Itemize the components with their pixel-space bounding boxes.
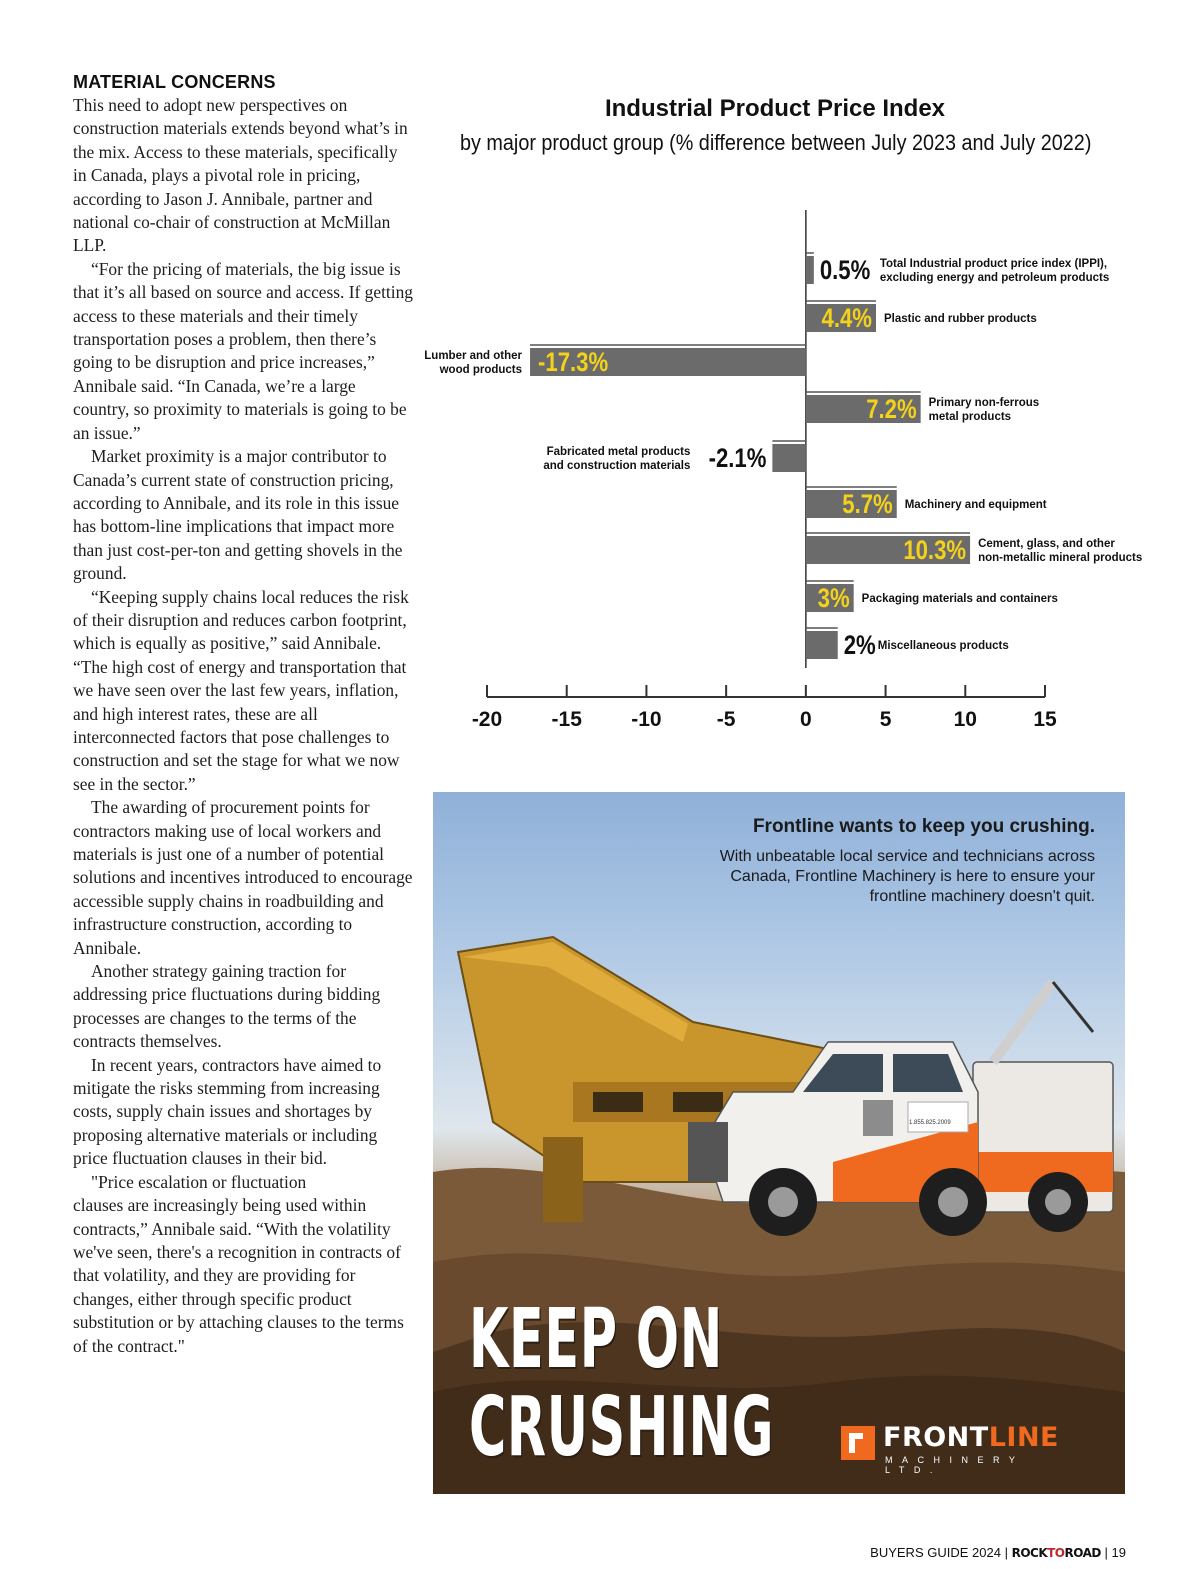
bar-category-label: Miscellaneous products <box>877 640 1009 652</box>
bar-value-label: 5.7% <box>842 490 893 520</box>
article-paragraph: “Keeping supply chains local reduces the risk of their disruption and reduces carbon footprint, which is equally as positive,” said Annibale. “The high cost of energy and transportation that we have seen over the last few years, inflation, and high interest rates, these are all interconnected factors that pose challenges to construction and set the stage for what we now see in the sector.” <box>73 586 409 794</box>
bar-value-label: 2% <box>843 631 876 661</box>
bar-value-label: 7.2% <box>866 395 917 425</box>
bar-category-label: Packaging materials and containers <box>861 593 1058 605</box>
chart-subtitle: by major product group (% difference between July 2023 and July 2022) <box>460 130 1092 155</box>
article-paragraph: Another strategy gaining traction for addressing price fluctuations during bidding processes are changes to the terms of the contracts themselves. <box>73 961 381 1052</box>
ad-body-text: With unbeatable local service and technicians across Canada, Frontline Machinery is here to ensure your frontline machinery doesn't quit. <box>719 848 1095 905</box>
bar-category-label: Machinery and equipment <box>904 499 1047 511</box>
frontline-logo-mark-icon <box>841 1426 875 1460</box>
bar <box>772 444 805 472</box>
article-paragraph: "Price escalation or fluctuation <box>91 1171 307 1192</box>
chart-title: Industrial Product Price Index <box>604 95 946 122</box>
article-paragraph: “For the pricing of materials, the big issue is that it’s all based on source and access. If getting access to these materials and their timely transportation poses a problem, then there’s going to be disruption and price increases,” Annibale said. “In Canada, we’re a large country, so proximity to materials is going to be an issue.” <box>73 258 413 443</box>
bar-category-label: excluding energy and petroleum products <box>879 272 1110 284</box>
article-paragraph: This need to adopt new perspectives on construction materials extends beyond what’s in the mix. Access to these materials, specifically in Canada, plays a pivotal role in pricing, according to Jason J. Annibale, partner and national co-chair of construction at McMillan LLP. <box>73 95 408 256</box>
x-axis-tick-label: -15 <box>551 708 582 731</box>
bar <box>806 256 814 284</box>
bar-value-label: -2.1% <box>708 444 767 474</box>
bar-category-label: Cement, glass, and other <box>978 538 1115 550</box>
bar-value-label: 10.3% <box>903 536 967 566</box>
magazine-name <box>1012 1546 1101 1560</box>
ad-headline: Frontline wants to keep you crushing. <box>752 816 1095 837</box>
magazine-name-part3: ROAD <box>1064 1546 1101 1560</box>
bar-category-label: Primary non-ferrous <box>928 397 1040 409</box>
x-axis-tick-label: 15 <box>1033 708 1057 731</box>
price-index-chart <box>0 0 1200 760</box>
article-heading: MATERIAL CONCERNS <box>73 72 276 92</box>
page-number: 19 <box>1111 1545 1126 1560</box>
x-axis-tick-label: 5 <box>879 708 892 731</box>
x-axis-tick-label: -20 <box>471 708 503 731</box>
x-axis-tick-label: 0 <box>800 708 812 731</box>
x-axis-tick-label: -10 <box>631 708 662 731</box>
bar-category-label: Plastic and rubber products <box>884 313 1037 325</box>
bar-value-label: 0.5% <box>819 256 871 286</box>
footer-separator: | <box>1104 1545 1108 1560</box>
truck-phone-number: 1.855.825.2009 <box>909 1120 951 1126</box>
bar-category-label: metal products <box>928 411 1012 423</box>
article-paragraph: Market proximity is a major contributor to Canada’s current state of construction pricing, according to Annibale, and its role in this issue has bottom-line implications that impact more than just cost-per-ton and getting shovels in the ground. <box>73 446 403 584</box>
brand-name <box>883 1422 1059 1453</box>
bar-category-label: Fabricated metal products <box>546 446 691 458</box>
brand-subtitle: MACHINERY LTD. <box>885 1455 1025 1475</box>
bar-category-label: non-metallic mineral products <box>978 552 1143 564</box>
magazine-name-part1: ROCK <box>1011 1546 1048 1560</box>
bar-value-label: 3% <box>817 584 850 614</box>
page-footer <box>870 1545 1126 1560</box>
frontline-logo[interactable] <box>841 1422 1091 1475</box>
bar <box>806 631 838 659</box>
brand-name-part1: FRONT <box>883 1422 989 1453</box>
footer-guide: BUYERS GUIDE 2024 <box>870 1545 1001 1560</box>
magazine-name-part2: TO <box>1047 1546 1065 1560</box>
bar-category-label: Lumber and other <box>424 350 523 362</box>
footer-separator: | <box>1004 1545 1008 1560</box>
slogan-line-2: CRUSHING <box>469 1380 775 1475</box>
brand-name-part2: LINE <box>988 1422 1059 1453</box>
slogan-line-1: KEEP ON <box>469 1292 723 1387</box>
x-axis-tick-label: 10 <box>953 708 977 731</box>
article-paragraph: The awarding of procurement points for contractors making use of local workers and materials is just one of a number of potential solutions and incentives introduced to encourage accessible supply chains in roadbuilding and infrastructure construction, according to Annibale. <box>73 797 413 958</box>
article-paragraph: clauses are increasingly being used within contracts,” Annibale said. “With the volatility we've seen, there's a recognition in contracts of that volatility, and they are providing for changes, either through specific product substitution or by attaching clauses to the terms of the contract." <box>73 1195 404 1356</box>
bar-category-label: wood products <box>439 364 523 376</box>
bar-category-label: and construction materials <box>543 460 691 472</box>
bar-value-label: 4.4% <box>821 304 873 334</box>
ad-slogan <box>469 1292 775 1475</box>
x-axis-tick-label: -5 <box>716 708 736 731</box>
frontline-advertisement[interactable] <box>433 792 1125 1494</box>
article-paragraph: In recent years, contractors have aimed to mitigate the risks stemming from increasing costs, supply chain issues and shortages by proposing alternative materials or including price fluctuation clauses in their bid. <box>73 1054 382 1169</box>
bar-value-label: -17.3% <box>538 348 609 378</box>
bar-category-label: Total Industrial product price index (IPPI), <box>879 258 1108 270</box>
